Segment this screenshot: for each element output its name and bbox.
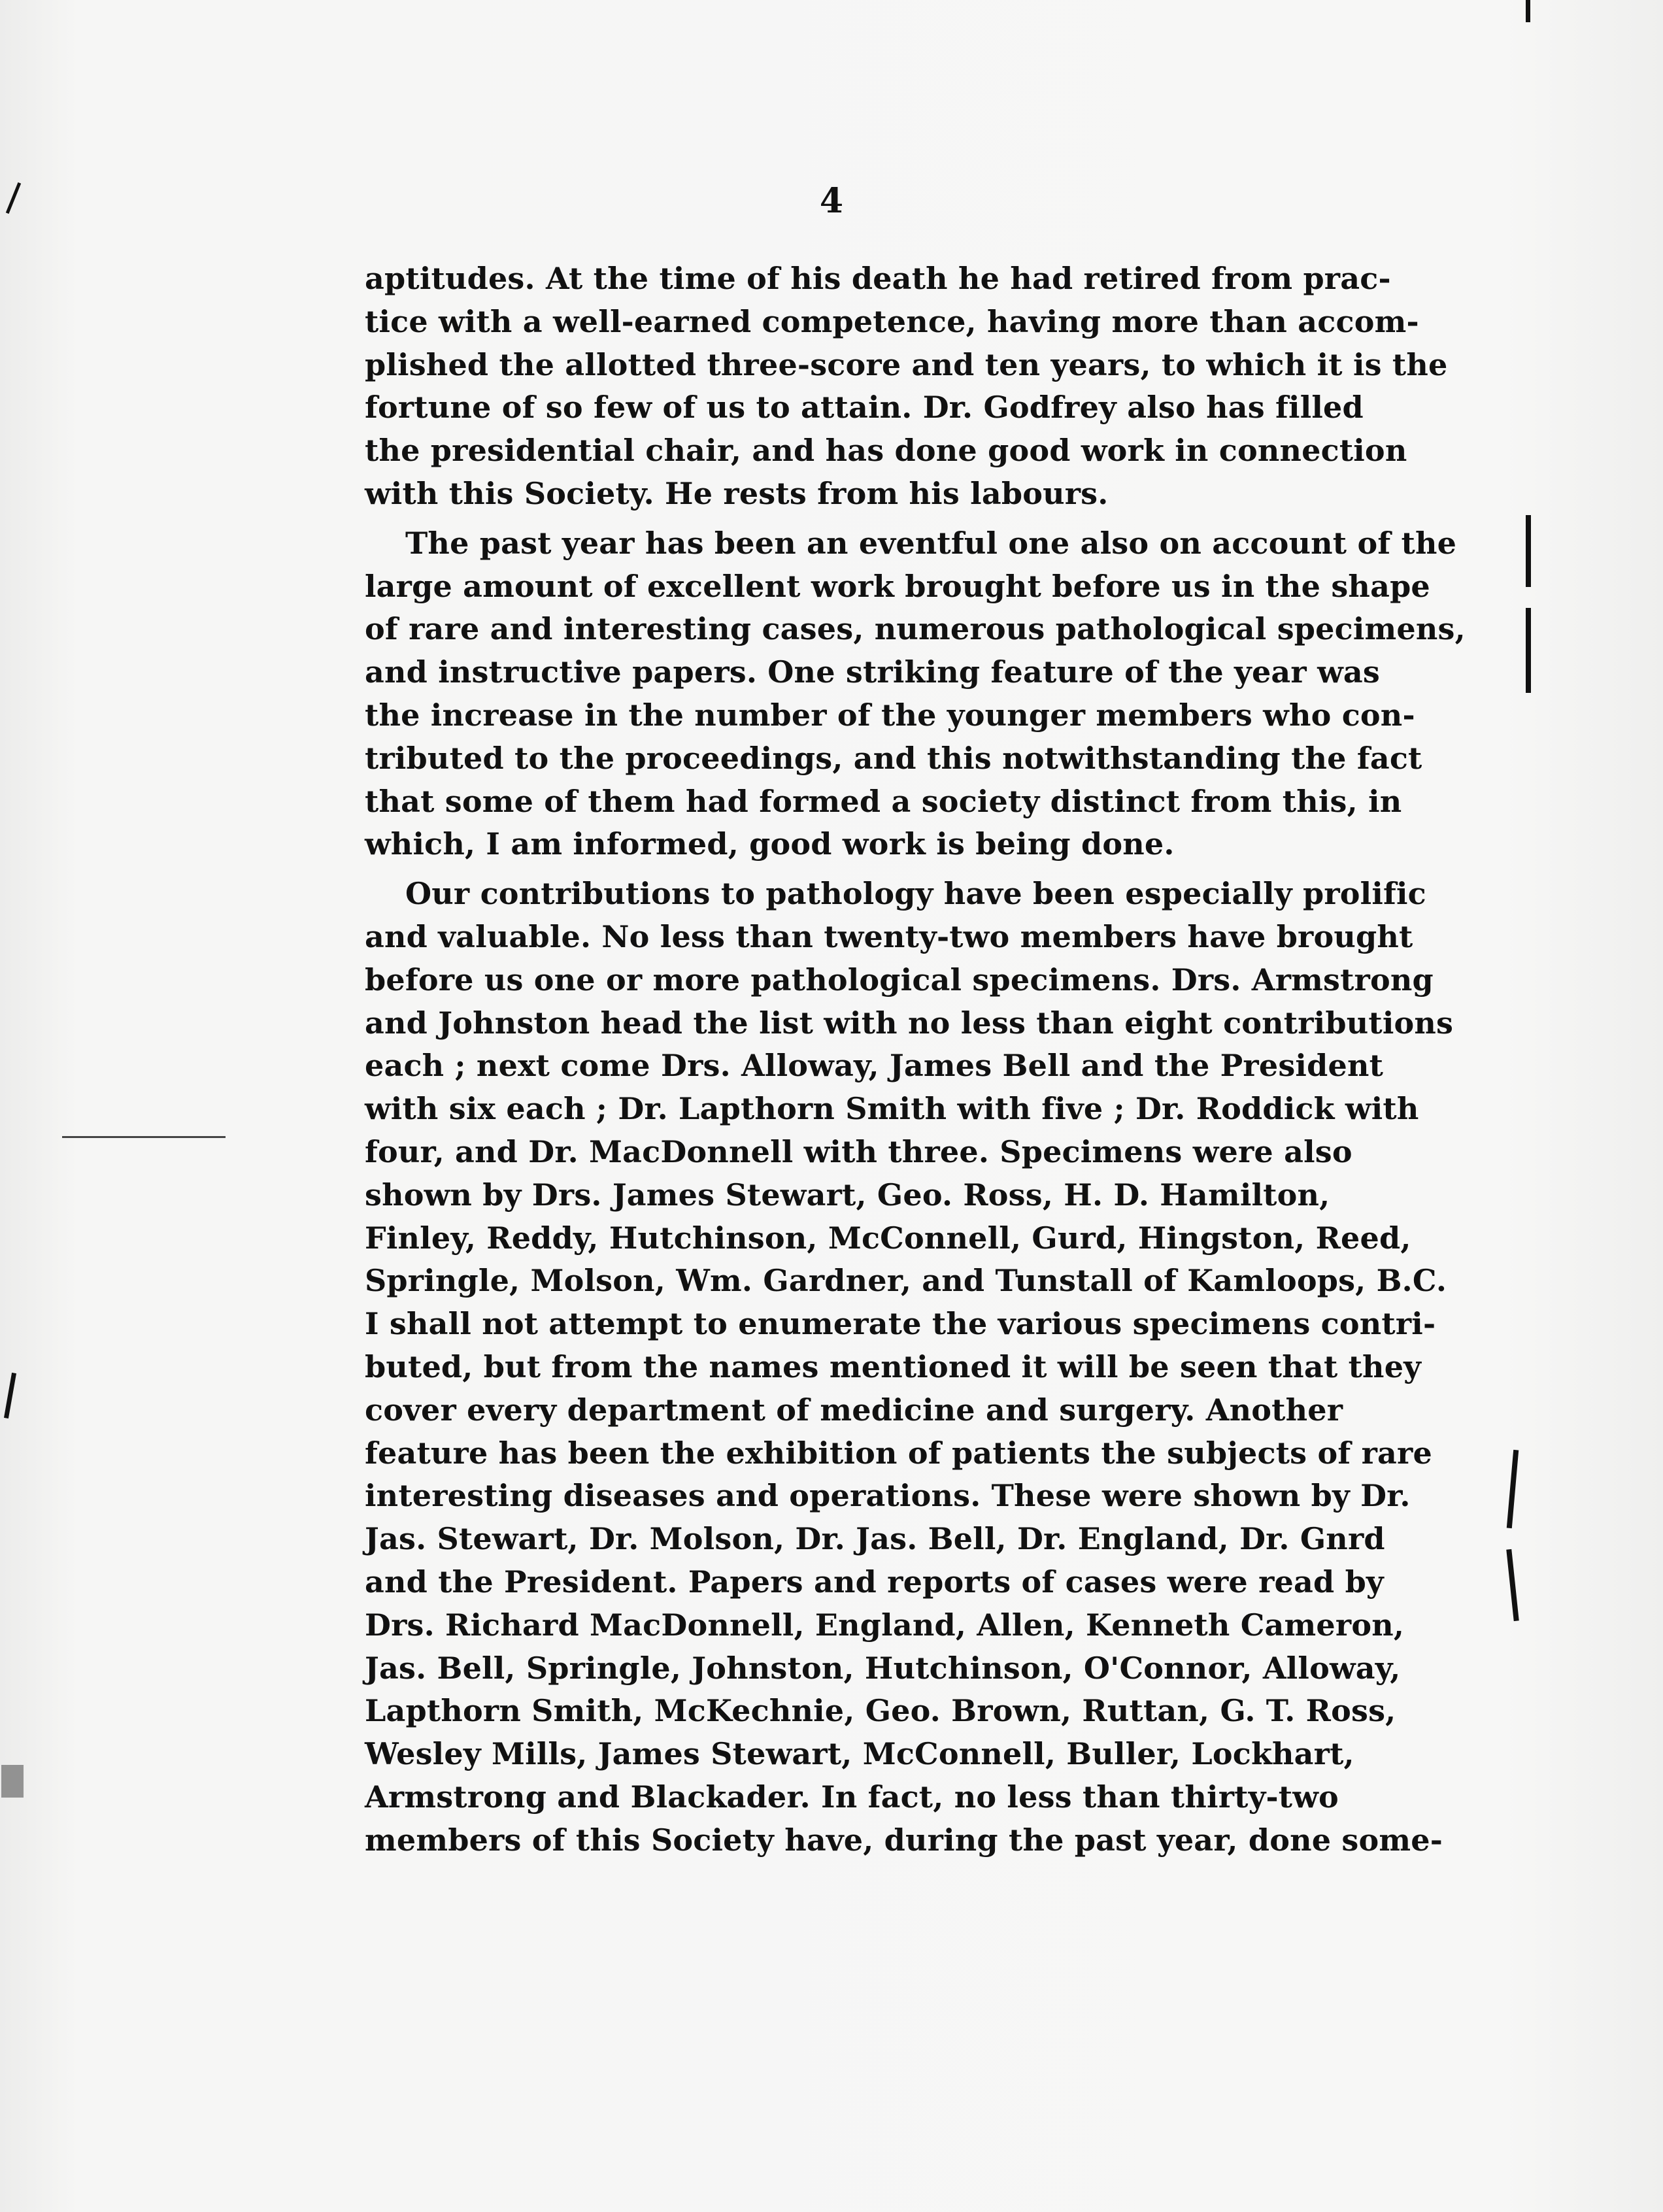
text-line: tice with a well-earned competence, having more than accom- bbox=[365, 303, 1419, 339]
body-text bbox=[365, 258, 1466, 1862]
paragraph-1 bbox=[365, 258, 1448, 516]
text-line: the presidential chair, and has done good work in connection bbox=[365, 433, 1407, 469]
text-line: Our contributions to pathology have been especially prolific bbox=[405, 876, 1426, 912]
text-line: which, I am informed, good work is being done. bbox=[365, 826, 1175, 862]
text-line: Lapthorn Smith, McKechnie, Geo. Brown, Ruttan, G. T. Ross, bbox=[365, 1693, 1396, 1729]
text-line: with six each ; Dr. Lapthorn Smith with five ; Dr. Roddick with bbox=[365, 1091, 1419, 1127]
text-line: and instructive papers. One striking feature of the year was bbox=[365, 654, 1380, 690]
text-line: Wesley Mills, James Stewart, McConnell, Buller, Lockhart, bbox=[365, 1736, 1354, 1772]
scan-mark-left-smudge bbox=[1, 1765, 24, 1798]
text-line: with this Society. He rests from his labours. bbox=[365, 475, 1109, 511]
text-line: before us one or more pathological specimens. Drs. Armstrong bbox=[365, 962, 1434, 997]
text-line: I shall not attempt to enumerate the various specimens contri- bbox=[365, 1306, 1436, 1342]
text-line: Drs. Richard MacDonnell, England, Allen, Kenneth Cameron, bbox=[365, 1607, 1405, 1643]
scan-mark-right-bar-4 bbox=[1506, 1549, 1519, 1621]
text-line: of rare and interesting cases, numerous pathological specimens, bbox=[365, 611, 1466, 647]
text-line: Jas. Stewart, Dr. Molson, Dr. Jas. Bell, Dr. England, Dr. Gnrd bbox=[365, 1521, 1385, 1557]
text-line: aptitudes. At the time of his death he had retired from prac- bbox=[365, 261, 1391, 296]
paragraph-3 bbox=[365, 873, 1454, 1862]
text-line: shown by Drs. James Stewart, Geo. Ross, H. D. Hamilton, bbox=[365, 1177, 1330, 1213]
text-line: The past year has been an eventful one also on account of the bbox=[405, 525, 1457, 561]
text-line: Springle, Molson, Wm. Gardner, and Tunstall of Kamloops, B.C. bbox=[365, 1263, 1447, 1299]
scan-mark-right-bar-3 bbox=[1507, 1450, 1519, 1528]
scan-mark-left-fold bbox=[62, 1136, 226, 1138]
text-line: the increase in the number of the younger members who con- bbox=[365, 697, 1415, 733]
text-line: buted, but from the names mentioned it will be seen that they bbox=[365, 1349, 1422, 1384]
text-line: and Johnston head the list with no less than eight contributions bbox=[365, 1005, 1454, 1041]
text-line: and valuable. No less than twenty-two members have brought bbox=[365, 918, 1413, 954]
text-line: large amount of excellent work brought before us in the shape bbox=[365, 568, 1430, 604]
text-line: and the President. Papers and reports of cases were read by bbox=[365, 1564, 1384, 1600]
text-line: Jas. Bell, Springle, Johnston, Hutchinson, O'Connor, Alloway, bbox=[365, 1650, 1401, 1686]
scan-mark-right-bar-1 bbox=[1526, 515, 1531, 587]
text-line: interesting diseases and operations. These were shown by Dr. bbox=[365, 1478, 1411, 1514]
text-line: tributed to the proceedings, and this notwithstanding the fact bbox=[365, 740, 1422, 776]
text-line: members of this Society have, during the past year, done some- bbox=[365, 1822, 1443, 1858]
page-number: 4 bbox=[819, 181, 844, 221]
scan-mark-top-right bbox=[1526, 0, 1530, 22]
scan-mark-right-bar-2 bbox=[1526, 608, 1531, 693]
text-line: each ; next come Drs. Alloway, James Bell and the President bbox=[365, 1048, 1384, 1084]
text-line: Armstrong and Blackader. In fact, no less than thirty-two bbox=[365, 1779, 1339, 1815]
text-line: fortune of so few of us to attain. Dr. Godfrey also has filled bbox=[365, 390, 1364, 426]
text-line: that some of them had formed a society distinct from this, in bbox=[365, 783, 1402, 819]
scan-mark-left-stroke bbox=[4, 1373, 16, 1418]
text-line: Finley, Reddy, Hutchinson, McConnell, Gurd, Hingston, Reed, bbox=[365, 1220, 1411, 1256]
text-line: plished the allotted three-score and ten years, to which it is the bbox=[365, 346, 1448, 382]
text-line: four, and Dr. MacDonnell with three. Specimens were also bbox=[365, 1133, 1352, 1169]
text-line: cover every department of medicine and surgery. Another bbox=[365, 1392, 1343, 1428]
paragraph-2 bbox=[365, 522, 1466, 866]
text-line: feature has been the exhibition of patients the subjects of rare bbox=[365, 1435, 1432, 1471]
